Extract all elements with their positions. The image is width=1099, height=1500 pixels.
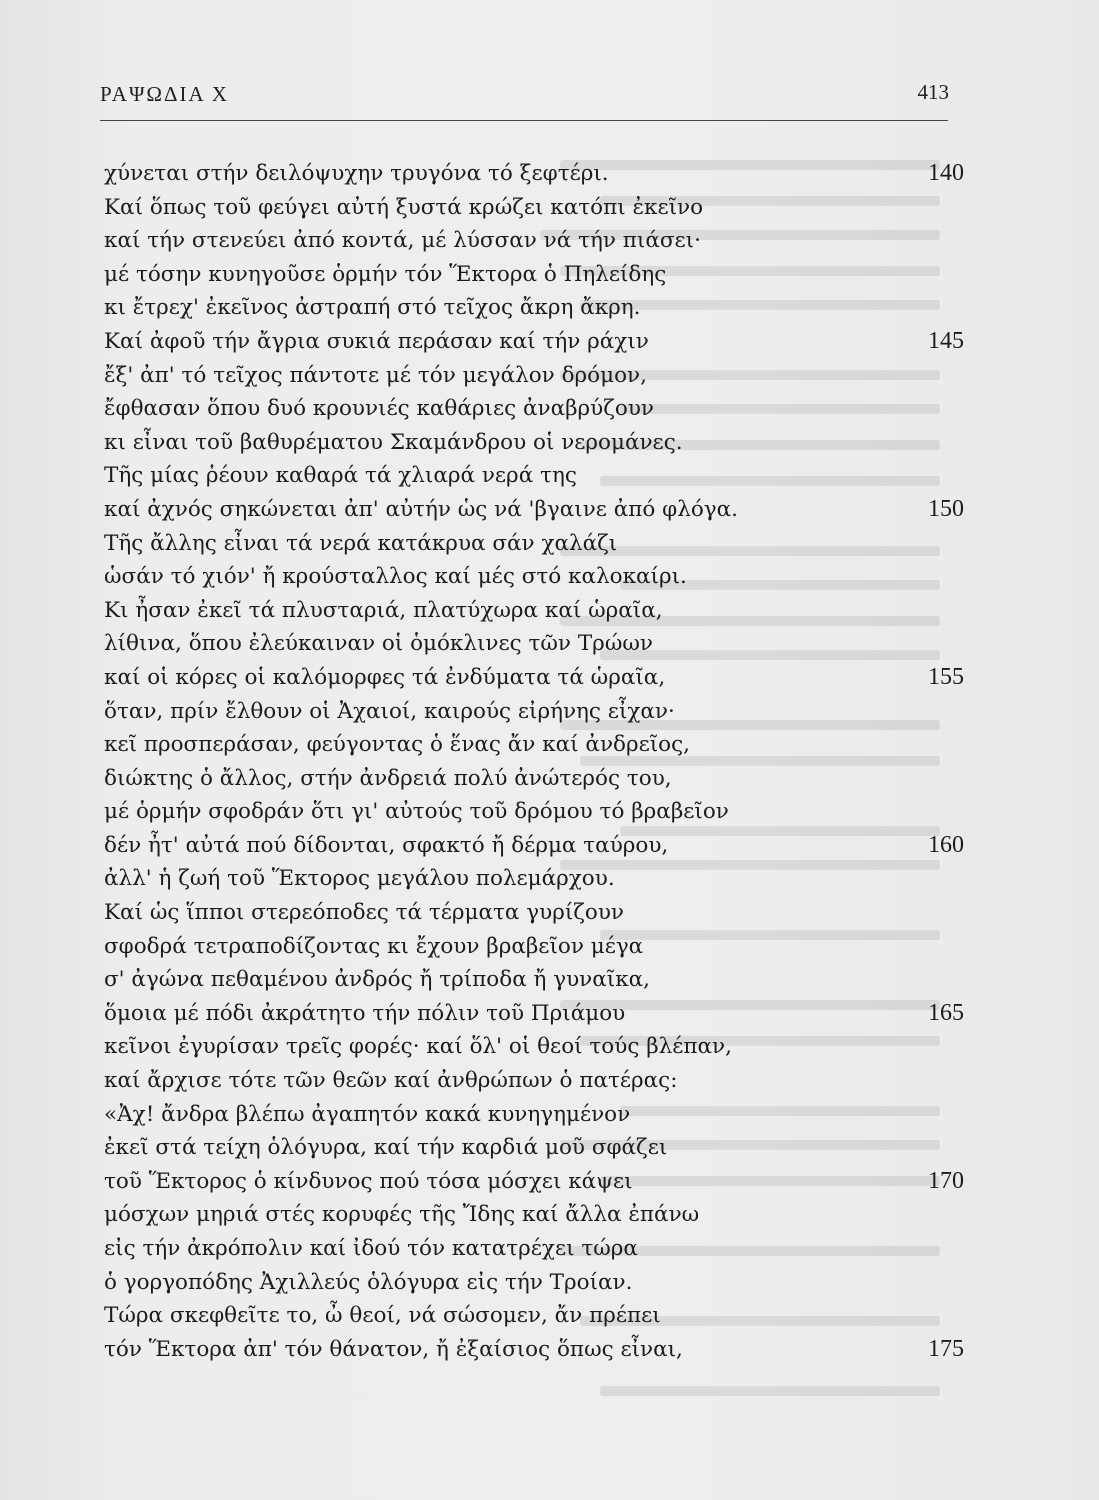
verse-text: Καί ὡς ἵπποι στερεόποδες τά τέρματα γυρίζουν	[104, 900, 624, 926]
verse-text: ἐκεῖ στά τείχη ὁλόγυρα, καί τήν καρδιά μοῦ σφάζει	[104, 1135, 668, 1161]
verse-text: σ' ἀγώνα πεθαμένου ἀνδρός ἤ τρίποδα ἤ γυναῖκα,	[104, 967, 650, 993]
verse-number: 150	[928, 495, 964, 522]
verse-text: Καί ἀφοῦ τήν ἄγρια συκιά περάσαν καί τήν ράχιν	[104, 328, 649, 354]
verse-line	[104, 862, 964, 896]
verse-line	[104, 795, 964, 829]
verse-line	[104, 762, 964, 796]
verse-line	[104, 728, 964, 762]
verse-line	[104, 1232, 964, 1266]
verse-line	[104, 426, 964, 460]
verse-text: καί ἄρχισε τότε τῶν θεῶν καί ἀνθρώπων ὁ πατέρας:	[104, 1068, 678, 1094]
verse-text: διώκτης ὁ ἄλλος, στήν ἀνδρειά πολύ ἀνώτερός του,	[104, 765, 672, 791]
verse-line	[104, 157, 964, 191]
verse-line	[104, 258, 964, 292]
verse-line	[104, 829, 964, 863]
header-rule	[100, 120, 948, 121]
verse-text: κι ἔτρεχ' ἐκεῖνος ἀστραπή στό τεῖχος ἄκρη ἄκρη.	[104, 295, 641, 321]
verse-line	[104, 627, 964, 661]
verse-line	[104, 997, 964, 1031]
verse-text: Κι ἦσαν ἐκεῖ τά πλυσταριά, πλατύχωρα καί ὡραῖα,	[104, 597, 663, 623]
verse-text: κεῖ προσπεράσαν, φεύγοντας ὁ ἕνας ἄν καί ἀνδρεῖος,	[104, 732, 690, 758]
verse-line	[104, 1098, 964, 1132]
verse-text: μόσχων μηριά στές κορυφές τῆς Ἴδης καί ἄλλα ἐπάνω	[104, 1202, 700, 1228]
verse-text: Καί ὅπως τοῦ φεύγει αὐτή ξυστά κρώζει κατόπι ἐκεῖνο	[104, 194, 704, 220]
verse-text: ὅταν, πρίν ἔλθουν οἱ Ἀχαιοί, καιρούς εἰρήνης εἶχαν·	[104, 698, 675, 724]
verse-text: ἀλλ' ἡ ζωή τοῦ Ἕκτορος μεγάλου πολεμάρχου.	[104, 866, 615, 892]
verse-text: «Ἀχ! ἄνδρα βλέπω ἀγαπητόν κακά κυνηγημένον	[104, 1101, 631, 1127]
verse-text: ὅμοια μέ πόδι ἀκράτητο τήν πόλιν τοῦ Πριάμου	[104, 1000, 626, 1026]
verse-line	[104, 191, 964, 225]
verse-line	[104, 896, 964, 930]
verse-line	[104, 560, 964, 594]
verse-text: καί τήν στενεύει ἀπό κοντά, μέ λύσσαν νά τήν πιάσει·	[104, 228, 701, 254]
verse-line	[104, 1165, 964, 1199]
verse-line	[104, 459, 964, 493]
verse-text: Τῆς μίας ῥέουν καθαρά τά χλιαρά νερά της	[104, 463, 577, 489]
verse-text: ἔφθασαν ὅπου δυό κρουνιές καθάριες ἀναβρύζουν	[104, 396, 654, 422]
verse-number: 175	[928, 1335, 964, 1362]
verse-line	[104, 594, 964, 628]
verse-line	[104, 1131, 964, 1165]
verse-line	[104, 325, 964, 359]
verse-number: 160	[928, 831, 964, 858]
verse-line	[104, 224, 964, 258]
verse-line	[104, 695, 964, 729]
verse-text: καί ἀχνός σηκώνεται ἀπ' αὐτήν ὡς νά 'βγαινε ἀπό φλόγα.	[104, 496, 738, 522]
verse-block	[104, 157, 964, 1366]
verse-line	[104, 291, 964, 325]
verse-text: καί οἱ κόρες οἱ καλόμορφες τά ἐνδύματα τά ὡραῖα,	[104, 664, 666, 690]
verse-line	[104, 963, 964, 997]
verse-line	[104, 1030, 964, 1064]
verse-text: μέ ὁρμήν σφοδράν ὅτι γι' αὐτούς τοῦ δρόμου τό βραβεῖον	[104, 799, 729, 825]
verse-text: Τῆς ἄλλης εἶναι τά νερά κατάκρυα σάν χαλάζι	[104, 530, 618, 556]
verse-line	[104, 493, 964, 527]
verse-text: χύνεται στήν δειλόψυχην τρυγόνα τό ξεφτέρι.	[104, 161, 609, 186]
verse-text: κεῖνοι ἐγυρίσαν τρεῖς φορές· καί ὅλ' οἱ θεοί τούς βλέπαν,	[104, 1034, 732, 1060]
verse-text: ὡσάν τό χιόν' ἤ κρούσταλλος καί μές στό καλοκαίρι.	[104, 564, 687, 590]
verse-line	[104, 1299, 964, 1333]
verse-line	[104, 527, 964, 561]
page-number: 413	[917, 80, 949, 104]
verse-text: Τώρα σκεφθεῖτε το, ὦ θεοί, νά σώσομεν, ἄν πρέπει	[104, 1303, 661, 1329]
verse-text: τόν Ἕκτορα ἀπ' τόν θάνατον, ἤ ἐξαίσιος ὅπως εἶναι,	[104, 1336, 683, 1362]
verse-text: ὁ γοργοπόδης Ἀχιλλεύς ὁλόγυρα εἰς τήν Τροίαν.	[104, 1269, 633, 1295]
verse-text: λίθινα, ὅπου ἐλεύκαιναν οἱ ὁμόκλινες τῶν Τρώων	[104, 631, 653, 657]
verse-line	[104, 1266, 964, 1300]
verse-text: μέ τόσην κυνηγοῦσε ὁρμήν τόν Ἕκτορα ὁ Πηλείδης	[104, 261, 667, 287]
verse-number: 170	[928, 1167, 964, 1194]
verse-line	[104, 1333, 964, 1367]
verse-text: ἔξ' ἀπ' τό τεῖχος πάντοτε μέ τόν μεγάλον δρόμον,	[104, 362, 647, 388]
verse-number: 165	[928, 999, 964, 1026]
verse-line	[104, 661, 964, 695]
verse-text: δέν ἦτ' αὐτά πού δίδονται, σφακτό ἤ δέρμα ταύρου,	[104, 832, 669, 858]
verse-text: τοῦ Ἕκτορος ὁ κίνδυνος πού τόσα μόσχει κάψει	[104, 1168, 633, 1194]
verse-number: 155	[928, 663, 964, 690]
verse-line	[104, 359, 964, 393]
running-head: ΡΑΨΩΔΙΑ Χ	[100, 82, 229, 106]
verse-line	[104, 1064, 964, 1098]
verse-text: κι εἶναι τοῦ βαθυρέματου Σκαμάνδρου οἱ νερομάνες.	[104, 429, 683, 455]
verse-number: 145	[928, 327, 964, 354]
verse-text: εἰς τήν ἀκρόπολιν καί ἰδού τόν κατατρέχει τώρα	[104, 1236, 638, 1261]
verse-text: σφοδρά τετραποδίζοντας κι ἔχουν βραβεῖον μέγα	[104, 933, 644, 959]
verse-line	[104, 1198, 964, 1232]
verse-line	[104, 930, 964, 964]
verse-number: 140	[928, 160, 964, 186]
verse-line	[104, 392, 964, 426]
